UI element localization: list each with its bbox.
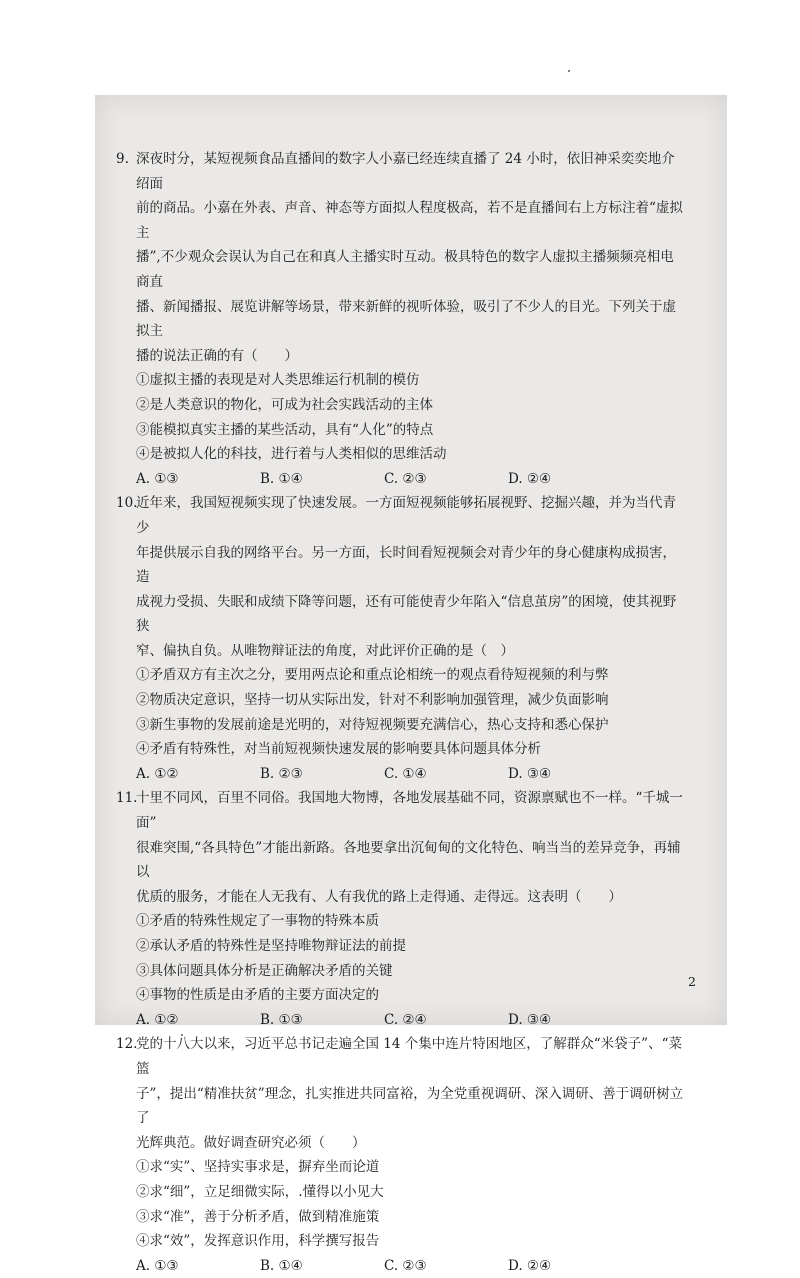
stem-line: 深夜时分，某短视频食品直播间的数字人小嘉已经连续直播了 24 小时，依旧神采奕奕地介绍面 xyxy=(136,151,675,192)
stem-line: 前的商品。小嘉在外表、声音、神态等方面拟人程度极高，若不是直播间右上方标注着“虚拟主 xyxy=(136,200,683,241)
question-9 xyxy=(116,147,686,491)
question-stem xyxy=(136,147,686,196)
question-12 xyxy=(116,1032,686,1278)
stem-line: 成视力受损、失眠和成绩下降等问题，还有可能使青少年陷入“信息茧房”的困境，使其视野狭 xyxy=(136,593,677,635)
choice-c: C. ②④ xyxy=(384,1011,427,1028)
statement-4: ④矛盾有特殊性，对当前短视频快速发展的影响要具体问题具体分析 xyxy=(136,741,541,758)
stem-line: 子”，提出“精准扶贫”理念，扎实推进共同富裕，为全党重视调研、深入调研、善于调研树立了 xyxy=(136,1085,684,1127)
statement-3: ③具体问题具体分析是正确解决矛盾的关键 xyxy=(136,962,393,979)
answer-choices xyxy=(116,467,686,492)
question-stem xyxy=(136,786,686,835)
statement-3: ③能模拟真实主播的某些活动，具有“人化”的特点 xyxy=(136,421,434,438)
question-number: 10. xyxy=(116,495,138,512)
choice-c: C. ①④ xyxy=(384,765,427,782)
question-11 xyxy=(116,786,686,1032)
choice-c: C. ②③ xyxy=(384,470,427,487)
answer-choices xyxy=(116,1008,686,1033)
choice-a: A. ①② xyxy=(136,1011,179,1028)
choice-b: B. ①④ xyxy=(260,1257,303,1274)
stem-line: 近年来，我国短视频实现了快速发展。一方面短视频能够拓展视野、挖掘兴趣，并为当代青少 xyxy=(136,495,676,536)
choice-d: D. ②④ xyxy=(508,470,552,487)
statement-1: ①矛盾双方有主次之分，要用两点论和重点论相统一的观点看待短视频的利与弊 xyxy=(136,667,609,684)
question-number: 12. xyxy=(116,1036,138,1053)
stem-line: 很难突围,“各具特色”才能出新路。各地要拿出沉甸甸的文化特色、响当当的差异竞争，再辅以 xyxy=(136,839,681,881)
question-10 xyxy=(116,491,686,786)
statement-4: ④事物的性质是由矛盾的主要方面决定的 xyxy=(136,987,379,1004)
choice-a: A. ①③ xyxy=(136,470,179,487)
stem-line: 党的十八大以来，习近平总书记走遍全国 14 个集中连片特困地区，了解群众“米袋子”、“菜篮 xyxy=(136,1036,682,1077)
statement-2: ②物质决定意识，坚持一切从实际出发，针对不利影响加强管理，减少负面影响 xyxy=(136,692,609,709)
question-number: 9. xyxy=(116,151,129,167)
statement-1: ①求“实”、坚持实事求是，摒弃坐而论道 xyxy=(136,1159,380,1176)
stem-line: 窄、偏执自负。从唯物辩证法的角度，对此评价正确的是（ ） xyxy=(136,642,514,659)
scan-speck xyxy=(568,70,570,72)
stem-line: 光辉典范。做好调查研究必须（ ） xyxy=(136,1134,366,1151)
statement-1: ①矛盾的特殊性规定了一事物的特殊本质 xyxy=(136,913,379,930)
choice-c: C. ②③ xyxy=(384,1257,427,1274)
stem-line: 播的说法正确的有（ ） xyxy=(136,347,298,364)
stem-line: 优质的服务，才能在人无我有、人有我优的路上走得通、走得远。这表明（ ） xyxy=(136,888,622,905)
question-number: 11. xyxy=(116,790,138,807)
question-stem xyxy=(136,1032,686,1081)
answer-choices xyxy=(116,1254,686,1278)
page-number: 2 xyxy=(688,974,696,989)
choice-d: D. ③④ xyxy=(508,1011,552,1028)
stem-line: 播、新闻播报、展览讲解等场景，带来新鲜的视听体验，吸引了不少人的目光。下列关于虚拟主 xyxy=(136,298,676,340)
statement-3: ③新生事物的发展前途是光明的，对待短视频要充满信心，热心支持和悉心保护 xyxy=(136,716,609,733)
statement-2: ②求“细”，立足细微实际，.懂得以小见大 xyxy=(136,1183,384,1200)
statement-4: ④是被拟人化的科技，进行着与人类相似的思维活动 xyxy=(136,446,447,463)
answer-choices xyxy=(116,762,686,787)
choice-b: B. ①④ xyxy=(260,470,303,487)
statement-2: ②是人类意识的物化，可成为社会实践活动的主体 xyxy=(136,396,433,413)
choice-a: A. ①③ xyxy=(136,1257,179,1274)
question-stem xyxy=(136,491,686,540)
stem-line: 年提供展示自我的网络平台。另一方面，长时间看短视频会对青少年的身心健康构成损害，造 xyxy=(136,544,676,586)
exam-content xyxy=(116,147,686,1278)
statement-3: ③求“准”，善于分析矛盾，做到精准施策 xyxy=(136,1208,380,1225)
choice-d: D. ③④ xyxy=(508,765,552,782)
statement-1: ①虚拟主播的表现是对人类思维运行机制的模仿 xyxy=(136,372,420,389)
statement-2: ②承认矛盾的特殊性是坚持唯物辩证法的前提 xyxy=(136,938,406,954)
choice-b: B. ②③ xyxy=(260,765,303,782)
choice-b: B. ①③ xyxy=(260,1011,303,1028)
stem-line: 十里不同风，百里不同俗。我国地大物博，各地发展基础不同，资源禀赋也不一样。“千城一面” xyxy=(136,790,683,832)
choice-a: A. ①② xyxy=(136,765,179,782)
statement-4: ④求“效”，发挥意识作用，科学撰写报告 xyxy=(136,1233,380,1250)
choice-d: D. ②④ xyxy=(508,1257,552,1274)
stem-line: 播”,不少观众会误认为自己在和真人主播实时互动。极具特色的数字人虚拟主播频频亮相电商直 xyxy=(136,249,674,290)
